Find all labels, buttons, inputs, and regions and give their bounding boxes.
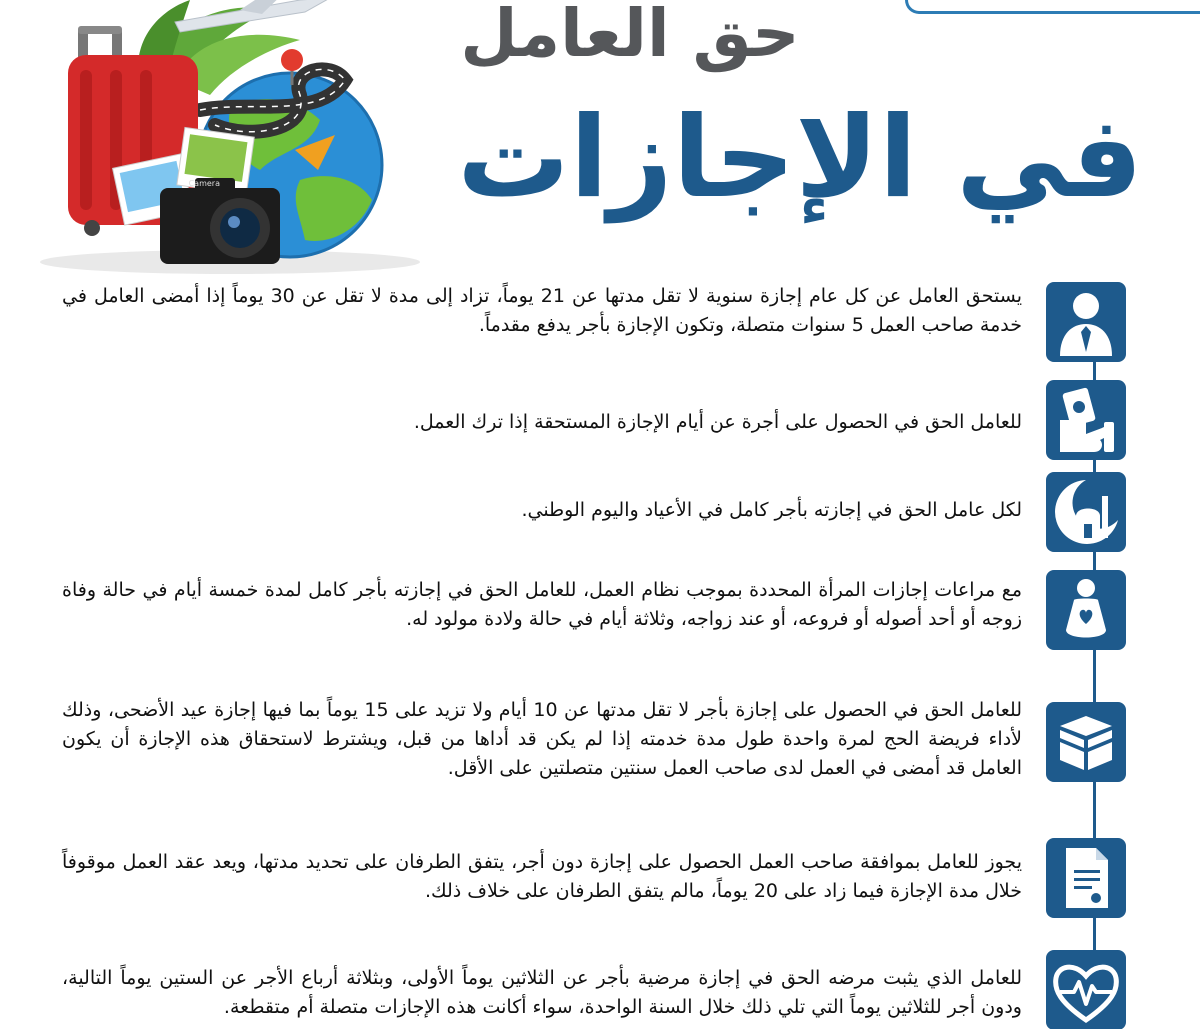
hand-money-icon: [1046, 380, 1126, 460]
item-text: لكل عامل الحق في إجازته بأجر كامل في الأعياد واليوم الوطني.: [521, 499, 1022, 521]
pregnant-woman-icon: [1046, 570, 1126, 650]
document-icon: [1046, 838, 1126, 918]
top-decorative-band: [905, 0, 1200, 14]
item-text: يجوز للعامل بموافقة صاحب العمل الحصول على إجازة دون أجر، يتفق الطرفان على تحديد مدتها، ويعد عقد العمل موقوفاً خلال مدة الإجازة فيما زاد على 20 يوماً، مالم يتفق الطرفان على خلاف ذلك.: [62, 851, 1022, 902]
employee-icon: [1046, 282, 1126, 362]
page-title-line2: في الإجازات: [457, 93, 1143, 223]
item-text: للعامل الحق في الحصول على أجرة عن أيام الإجازة المستحقة إذا ترك العمل.: [413, 411, 1022, 433]
camera-brand-label: Camera: [188, 179, 220, 188]
list-item-sick-leave: [60, 950, 1130, 1029]
list-item-leave-payment: [60, 380, 1130, 470]
item-text: للعامل الحق في الحصول على إجازة بأجر لا تقل مدتها عن 10 أيام ولا تزيد على 15 يوماً بما فيها إجازة عيد الأضحى، وذلك لأداء فريضة الحج لمرة واحدة طول مدة خدمته إذا لم يكن قد أداها من قبل، ويشترط لاستحقاق هذه الإجازة أن يكون العامل قد أمضى في العمل لدى صاحب العمل سنتين متصلتين على الأقل.: [62, 699, 1022, 779]
list-item-holidays: [60, 472, 1130, 562]
airplane-icon: [175, 0, 330, 32]
crescent-mosque-icon: [1046, 472, 1126, 552]
item-text: مع مراعات إجازات المرأة المحددة بموجب نظام العمل، للعامل الحق في إجازته بأجر كامل لمدة خمسة أيام في حالة وفاة زوجه أو أحد أصوله أو فروعه، أو عند زواجه، وثلاثة أيام في حالة ولادة مولود له.: [62, 579, 1022, 630]
list-item-hajj-leave: [60, 699, 1130, 792]
list-item-annual-leave: [60, 282, 1130, 372]
list-item-unpaid-leave: [60, 838, 1130, 928]
kaaba-icon: [1046, 702, 1126, 782]
heart-pulse-icon: [1046, 950, 1126, 1029]
page-title-line1: حق العامل: [460, 0, 800, 72]
list-item-family-leave: [60, 570, 1130, 660]
item-text: للعامل الذي يثبت مرضه الحق في إجازة مرضية بأجر عن الثلاثين يوماً الأولى، وبثلاثة أرباع الأجر عن الستين يوماً التالية، ودون أجر للثلاثين يوماً التي تلي ذلك خلال السنة الواحدة، سواء أكانت هذه الإجازات متصلة أم متقطعة.: [62, 967, 1022, 1018]
item-text: يستحق العامل عن كل عام إجازة سنوية لا تقل مدتها عن 21 يوماً، تزاد إلى مدة لا تقل عن 30 يوماً إذا أمضى العامل في خدمة صاحب العمل 5 سنوات متصلة، وتكون الإجازة بأجر يدفع مقدماً.: [62, 285, 1022, 336]
camera-icon: [160, 178, 280, 264]
travel-illustration: [0, 0, 430, 275]
